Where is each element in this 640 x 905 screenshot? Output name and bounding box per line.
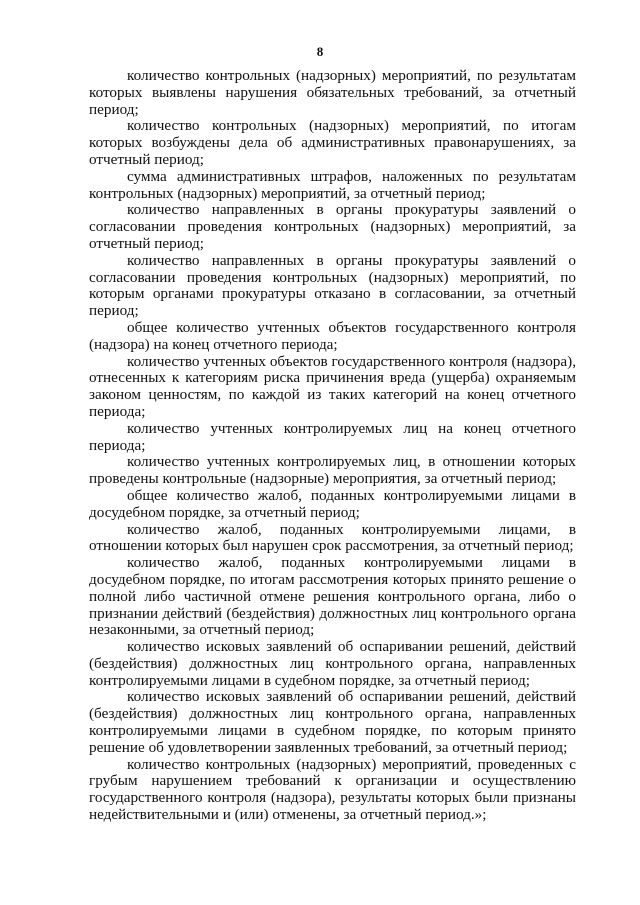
paragraph-control-objects-by-risk: количество учтенных объектов государственного контроля (надзора), отнесенных к категориям риска причинения вреда (ущерба) охраняемым законом ценностям, по каждой из таких категорий на конец отчетного периода; (89, 352, 576, 420)
paragraph-complaints-upheld: количество жалоб, поданных контролируемыми лицами в досудебном порядке, по итогам рассмотрения которых принято решение о полной либо частичной отмене решения контрольного органа, либо о признании действий (бездействия) должностных лиц контрольного органа незаконными, за отчетный период; (89, 554, 576, 639)
paragraph-prosecutor-refusals-count: количество направленных в органы прокуратуры заявлений о согласовании проведения контрольных (надзорных) мероприятий, по которым органами прокуратуры отказано в согласовании, за отчетный период; (89, 251, 576, 320)
paragraph-lawsuits-satisfied: количество исковых заявлений об оспаривании решений, действий (бездействия) должностных лиц контрольного органа, направленных контролируемыми лицами в судебном порядке, по которым принято решение об удовлетворении заявленных требований, за отчетный период; (89, 688, 576, 756)
paragraph-controlled-persons-count: количество учтенных контролируемых лиц на конец отчетного периода; (89, 419, 576, 454)
paragraph-lawsuits-count: количество исковых заявлений об оспаривании решений, действий (бездействия) должностных лиц контрольного органа, направленных контролируемыми лицами в судебном порядке, за отчетный период; (89, 638, 576, 689)
paragraph-complaints-total: общее количество жалоб, поданных контролируемыми лицами в досудебном порядке, за отчетный период; (89, 486, 576, 521)
document-body (89, 68, 576, 824)
paragraph-fines-sum: сумма административных штрафов, наложенных по результатам контрольных (надзорных) мероприятий, за отчетный период; (89, 167, 576, 202)
page-number: 8 (316, 44, 324, 59)
paragraph-prosecutor-applications-count: количество направленных в органы прокуратуры заявлений о согласовании проведения контрольных (надзорных) мероприятий, за отчетный период; (89, 201, 576, 252)
paragraph-inspected-persons-count: количество учтенных контролируемых лиц, в отношении которых проведены контрольные (надзорные) мероприятия, за отчетный период; (89, 453, 576, 488)
paragraph-violations-count: количество контрольных (надзорных) мероприятий, по результатам которых выявлены нарушения обязательных требований, за отчетный период; (89, 67, 576, 118)
paragraph-administrative-cases-count: количество контрольных (надзорных) мероприятий, по итогам которых возбуждены дела об административных правонарушениях, за отчетный период; (89, 117, 576, 168)
paragraph-control-objects-total: общее количество учтенных объектов государственного контроля (надзора) на конец отчетного периода; (89, 318, 576, 353)
paragraph-complaints-overdue: количество жалоб, поданных контролируемыми лицами, в отношении которых был нарушен срок рассмотрения, за отчетный период; (89, 520, 576, 555)
paragraph-invalidated-inspections: количество контрольных (надзорных) мероприятий, проведенных с грубым нарушением требований к организации и осуществлению государственного контроля (надзора), результаты которых были признаны недействительными и (или) отменены, за отчетный период.»; (89, 755, 576, 824)
